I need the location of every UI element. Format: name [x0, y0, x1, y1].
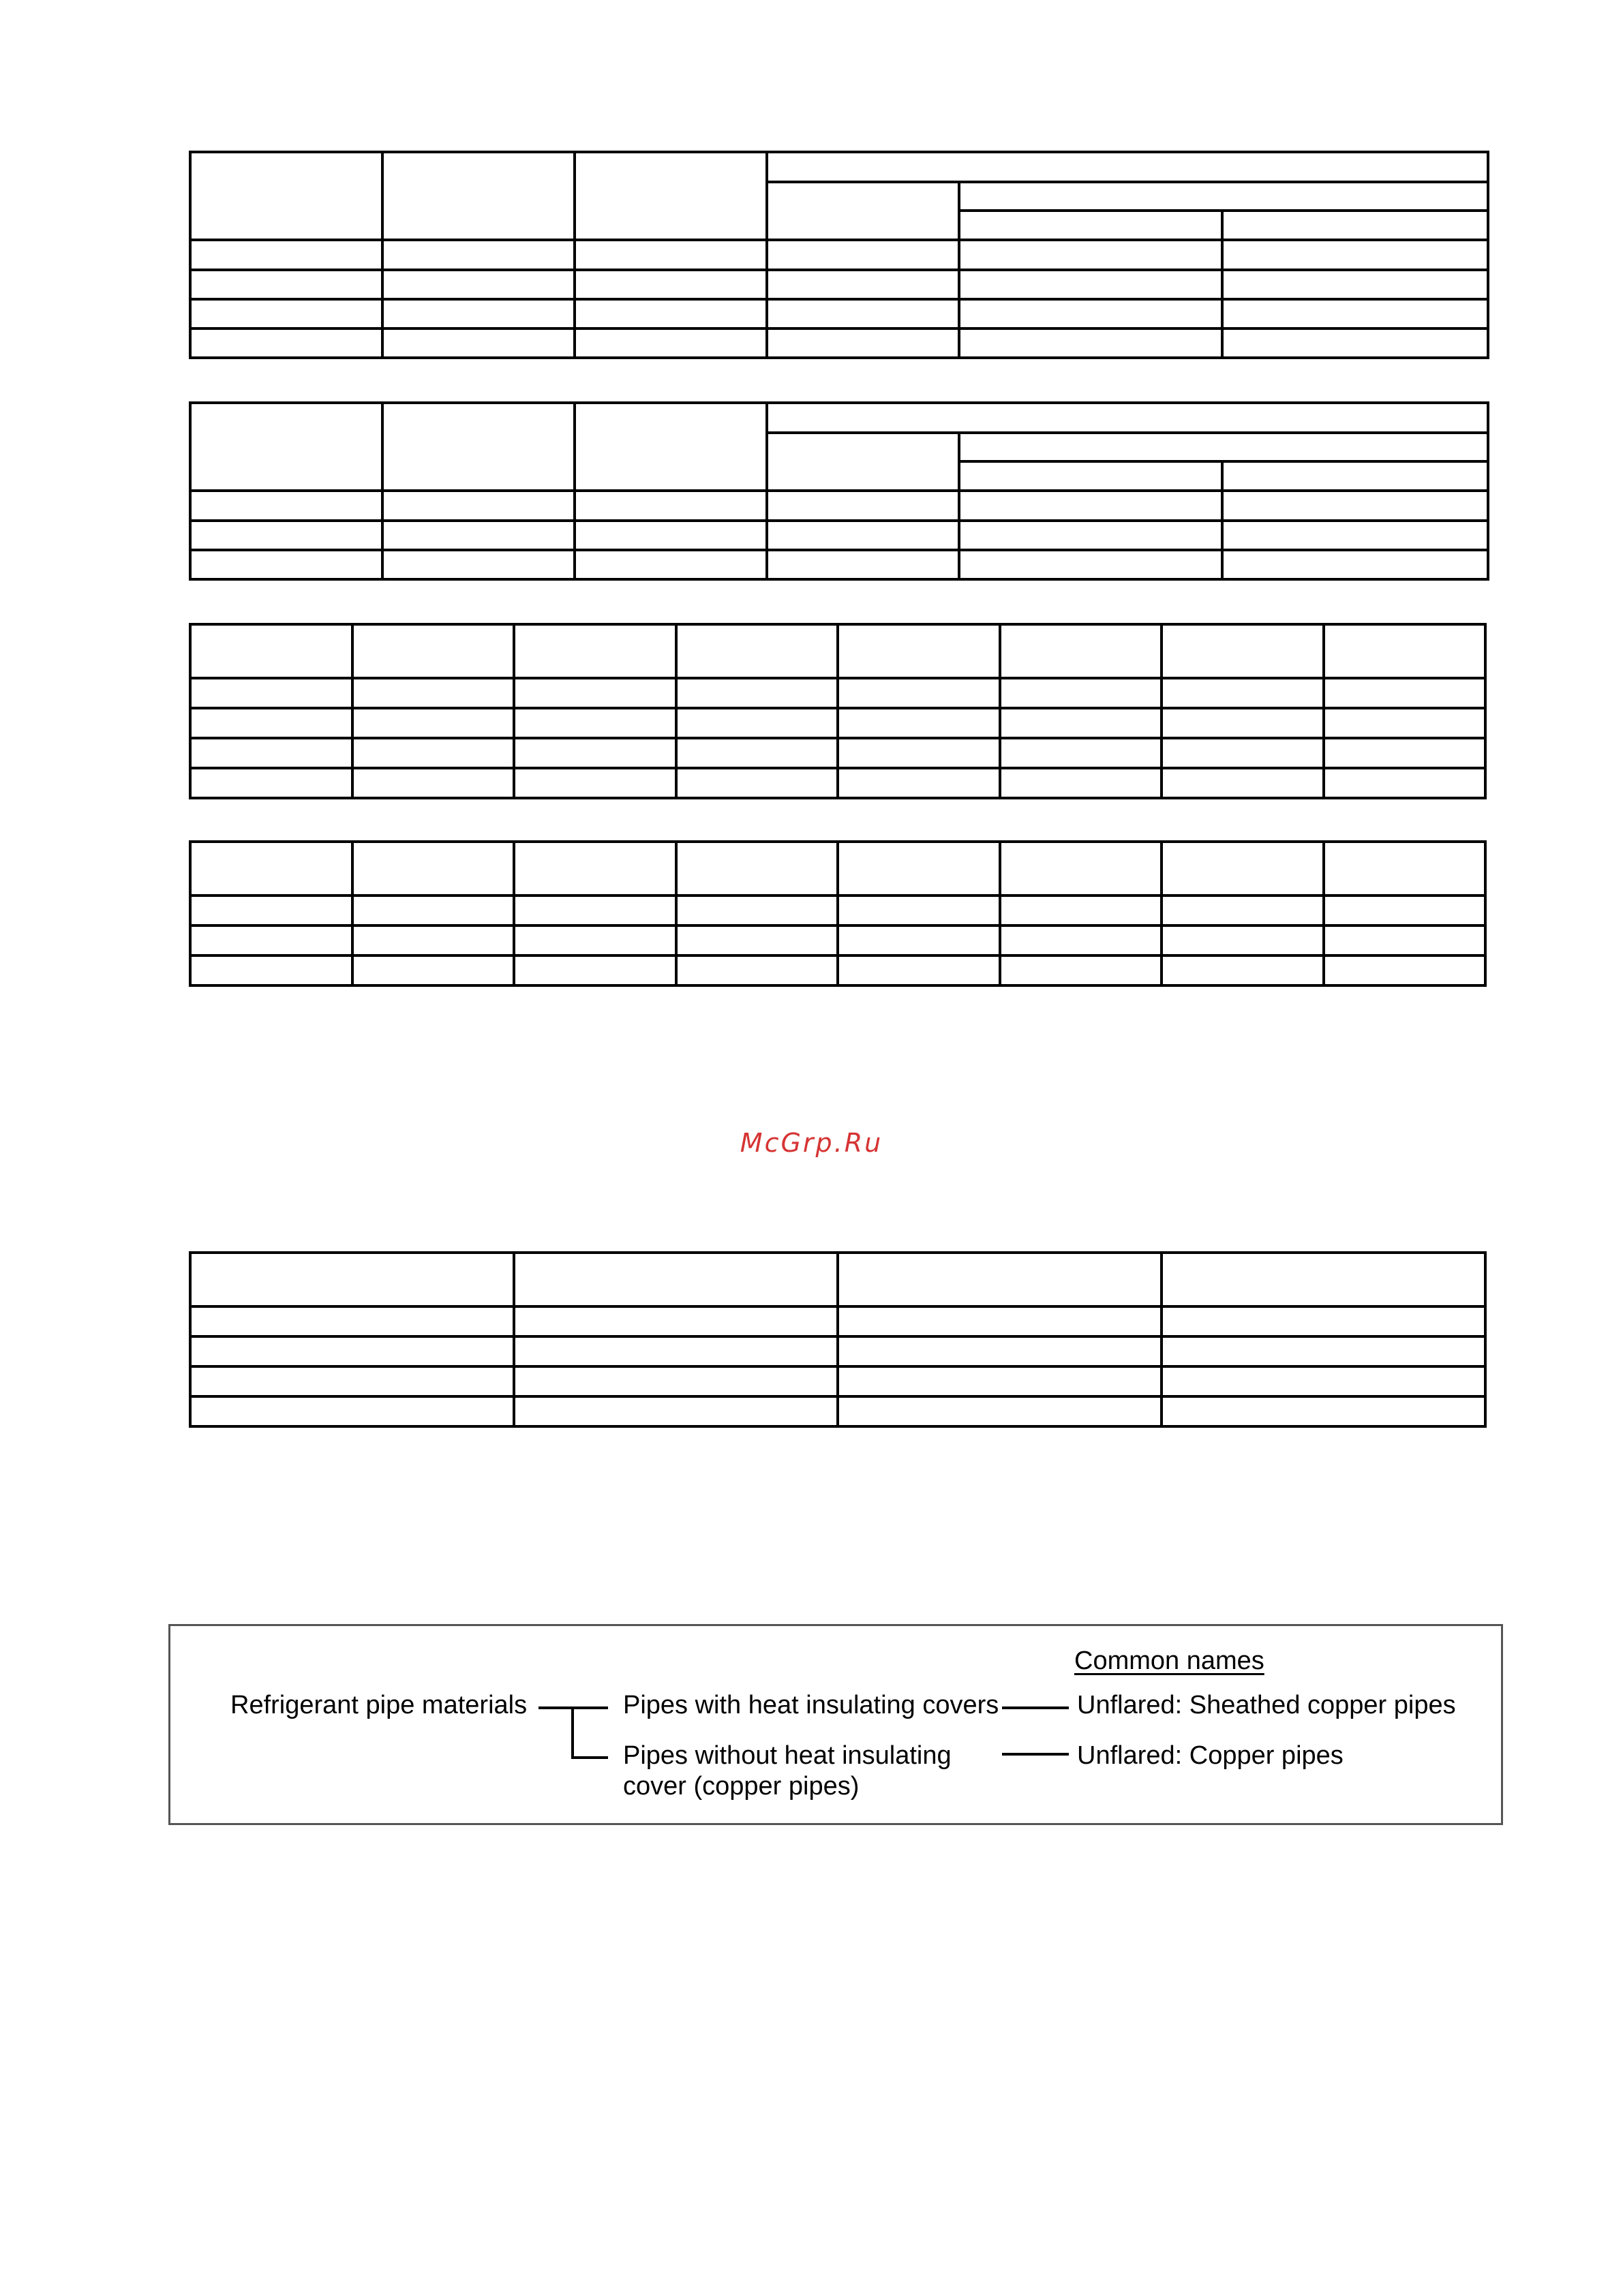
table-row	[190, 1366, 1485, 1396]
connector-line	[1002, 1753, 1069, 1756]
table-row	[190, 896, 1485, 925]
table-cell	[382, 152, 575, 240]
pipe-type-uninsulated-line1: Pipes without heat insulating	[623, 1741, 952, 1770]
pipe-materials-label: Refrigerant pipe materials	[230, 1691, 528, 1719]
table-row	[190, 738, 1485, 768]
table-cell	[382, 403, 575, 491]
table-header-row	[190, 1253, 1485, 1306]
table-row	[190, 1336, 1485, 1366]
table-row	[190, 1396, 1485, 1426]
connector-line	[571, 1756, 608, 1759]
table-row	[190, 270, 1488, 299]
spec-table-1	[189, 151, 1489, 359]
table-row	[190, 768, 1485, 798]
table-row	[190, 299, 1488, 328]
table-cell	[190, 403, 382, 491]
table-row	[190, 328, 1488, 358]
pipe-materials-panel	[168, 1624, 1503, 1825]
table-cell	[1222, 211, 1488, 240]
table-cell	[767, 182, 959, 240]
table-row	[190, 708, 1485, 738]
table-cell	[767, 433, 959, 491]
table-header-group	[767, 403, 1488, 433]
spec-table-5	[189, 1251, 1487, 1428]
spec-table-2	[189, 401, 1489, 581]
pipe-type-insulated: Pipes with heat insulating covers	[623, 1691, 999, 1719]
table-cell	[959, 211, 1222, 240]
table-header-row	[190, 624, 1485, 678]
table-header-subgroup	[959, 182, 1488, 211]
spec-table-4	[189, 840, 1487, 987]
common-name-sheathed: Unflared: Sheathed copper pipes	[1077, 1691, 1456, 1719]
table-row	[190, 925, 1485, 955]
table-cell	[1222, 461, 1488, 491]
table-row	[190, 491, 1488, 520]
table-cell	[575, 403, 767, 491]
common-name-copper: Unflared: Copper pipes	[1077, 1741, 1344, 1770]
table-row	[190, 1306, 1485, 1336]
spec-table-3	[189, 623, 1487, 799]
connector-line	[1002, 1706, 1069, 1709]
watermark-text: McGrp.Ru	[740, 1128, 883, 1158]
table-cell	[575, 152, 767, 240]
pipe-type-uninsulated-line2: cover (copper pipes)	[623, 1772, 860, 1801]
common-names-heading: Common names	[1074, 1647, 1264, 1675]
connector-line	[571, 1706, 574, 1759]
table-header-subgroup	[959, 433, 1488, 461]
table-row	[190, 678, 1485, 708]
table-row	[190, 240, 1488, 269]
table-header-group	[767, 152, 1488, 182]
table-row	[190, 955, 1485, 985]
table-cell	[190, 152, 382, 240]
table-header-row	[190, 842, 1485, 896]
table-cell	[959, 461, 1222, 491]
table-row	[190, 550, 1488, 579]
table-row	[190, 521, 1488, 550]
